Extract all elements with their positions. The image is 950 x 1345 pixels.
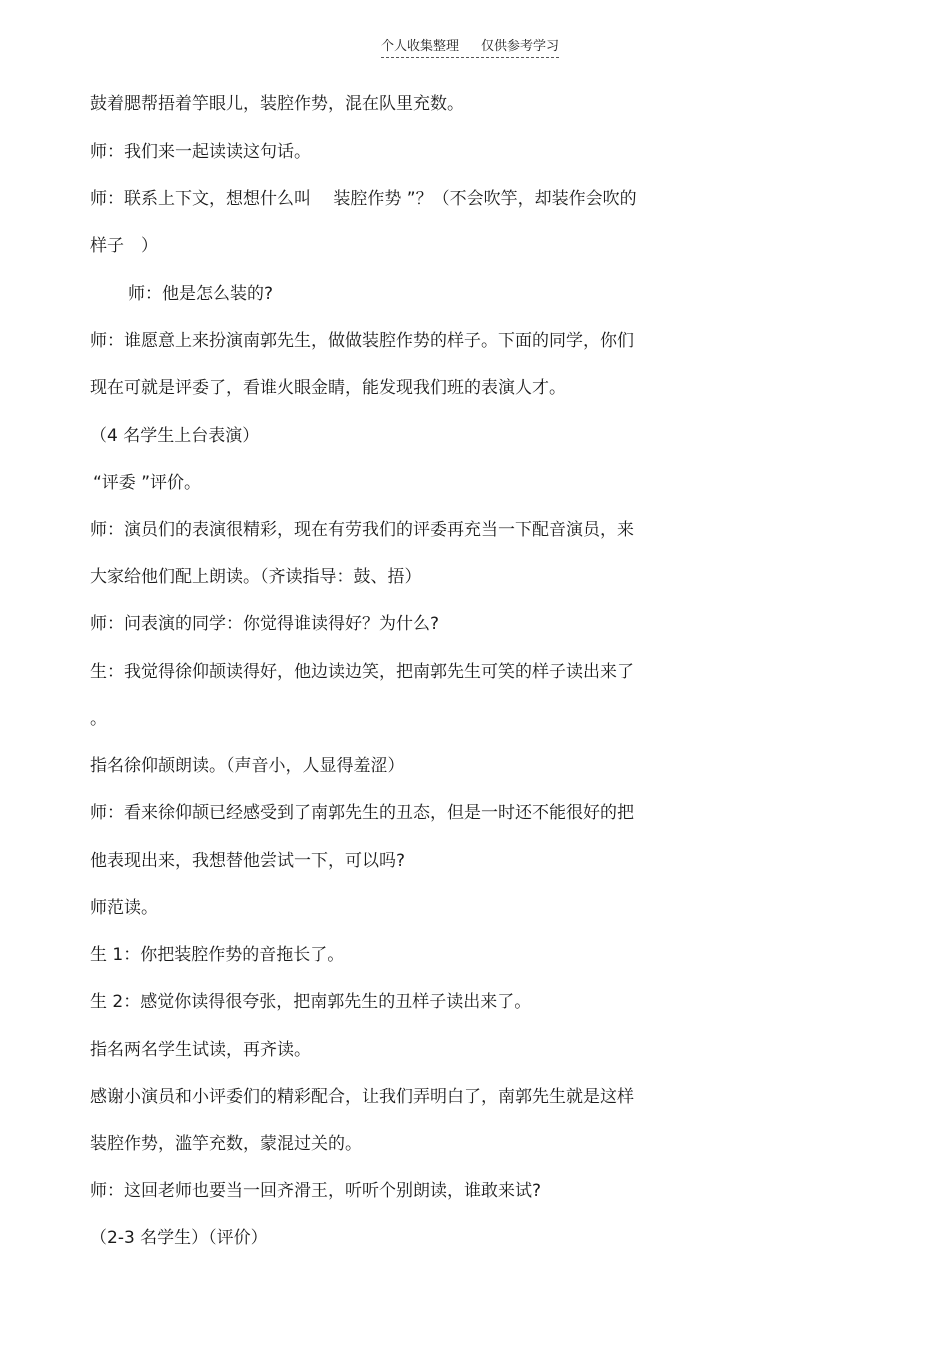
text-line: 师：谁愿意上来扮演南郭先生，做做装腔作势的样子。下面的同学，你们: [90, 331, 634, 351]
text-line: 。: [90, 709, 107, 729]
text-line: 大家给他们配上朗读。（齐读指导：鼓、捂）: [90, 567, 422, 587]
text-line: 师：看来徐仰颉已经感受到了南郭先生的丑态，但是一时还不能很好的把: [90, 803, 634, 823]
text-line: 师：我们来一起读读这句话。: [90, 142, 311, 162]
header-left-text: 个人收集整理: [381, 39, 460, 54]
text-line: 师：联系上下文，想想什么叫 装腔作势 ”？（不会吹竽，却装作会吹的: [90, 189, 637, 209]
text-line: 样子 ）: [90, 236, 158, 256]
text-line: 师：演员们的表演很精彩，现在有劳我们的评委再充当一下配音演员，来: [90, 520, 634, 540]
page-header: [381, 38, 559, 58]
text-line: 师范读。: [90, 898, 158, 918]
text-line: 装腔作势，滥竽充数，蒙混过关的。: [90, 1134, 362, 1154]
text-line: 师：问表演的同学：你觉得谁读得好？为什么?: [90, 614, 440, 634]
text-line: 生 1：你把装腔作势的音拖长了。: [90, 945, 345, 965]
text-line: （4 名学生上台表演）: [90, 426, 260, 446]
text-line: （2-3 名学生）（评价）: [90, 1228, 268, 1248]
text-line: 生：我觉得徐仰颉读得好，他边读边笑，把南郭先生可笑的样子读出来了: [90, 662, 634, 682]
text-line: 师：他是怎么装的?: [128, 284, 274, 304]
text-line: 鼓着腮帮捂着竽眼儿，装腔作势，混在队里充数。: [90, 94, 464, 114]
text-line: “评委 ”评价。: [93, 473, 202, 493]
text-line: 感谢小演员和小评委们的精彩配合，让我们弄明白了，南郭先生就是这样: [90, 1087, 634, 1107]
text-line: 指名徐仰颉朗读。（声音小，人显得羞涩）: [90, 756, 405, 776]
text-line: 他表现出来，我想替他尝试一下，可以吗?: [90, 851, 406, 871]
text-line: 现在可就是评委了，看谁火眼金睛，能发现我们班的表演人才。: [90, 378, 566, 398]
text-line: 师：这回老师也要当一回齐滑王，听听个别朗读，谁敢来试?: [90, 1181, 542, 1201]
text-line: 生 2：感觉你读得很夸张，把南郭先生的丑样子读出来了。: [90, 992, 532, 1012]
header-right-text: 仅供参考学习: [481, 39, 560, 54]
text-line: 指名两名学生试读，再齐读。: [90, 1040, 311, 1060]
